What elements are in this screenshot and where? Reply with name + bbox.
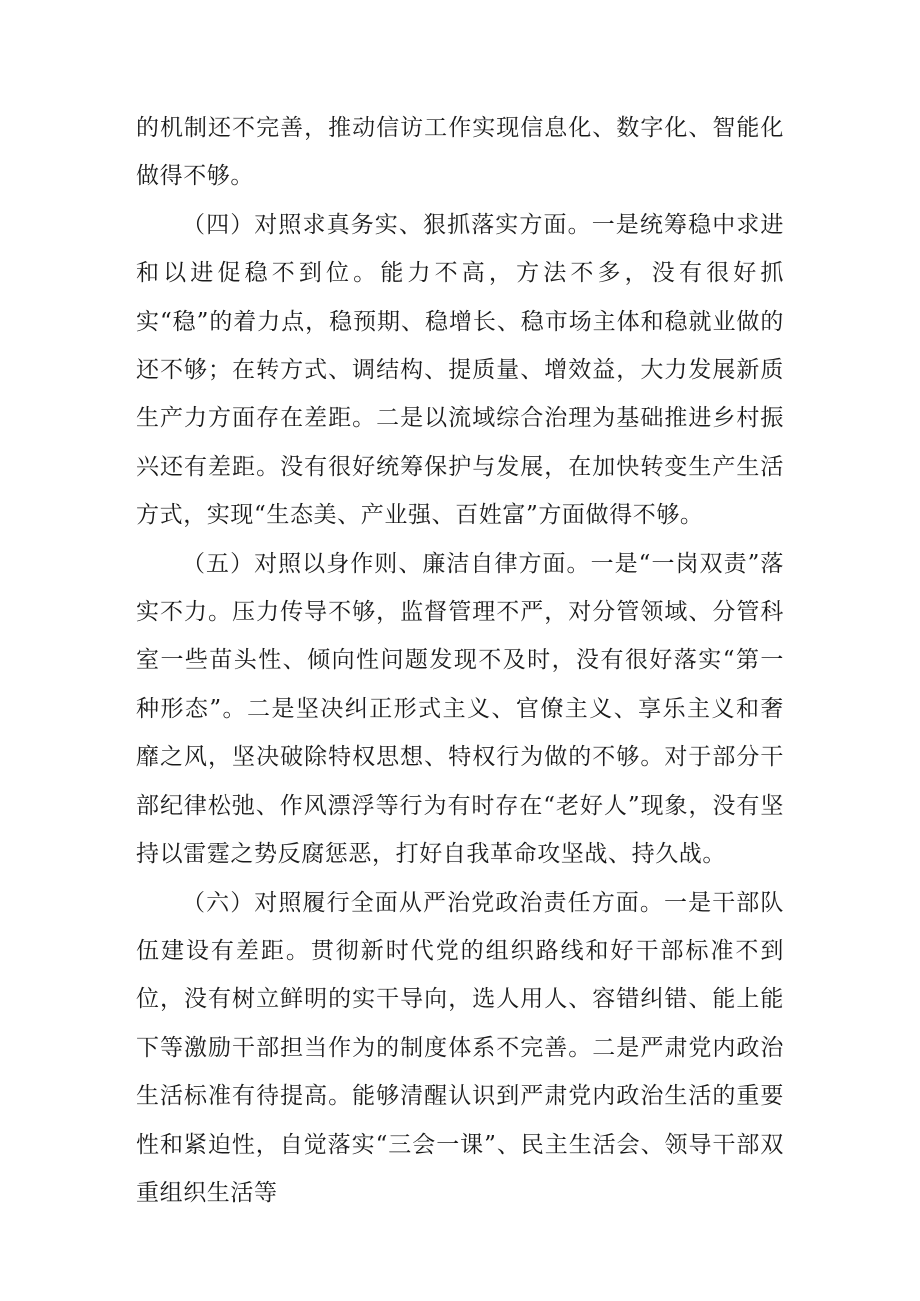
document-body: [136, 104, 784, 1217]
paragraph-continuation: 的机制还不完善，推动信访工作实现信息化、数字化、智能化做得不够。: [136, 115, 784, 190]
paragraph-section-5: （五）对照以身作则、廉洁自律方面。一是“一岗双责”落实不力。压力传导不够，监督管理不严，对分管领域、分管科室一些苗头性、倾向性问题发现不及时，没有很好落实“第一种形态”。二是坚决纠正形式主义、官僚主义、享乐主义和奢靡之风，坚决破除特权思想、特权行为做的不够。对于部分干部纪律松弛、作风漂浮等行为有时存在“老好人”现象，没有坚持以雷霆之势反腐惩恶，打好自我革命攻坚战、持久战。: [136, 550, 784, 868]
paragraph-section-4: （四）对照求真务实、狠抓落实方面。一是统筹稳中求进和以进促稳不到位。能力不高，方法不多，没有很好抓实“稳”的着力点，稳预期、稳增长、稳市场主体和稳就业做的还不够；在转方式、调结构、提质量、增效益，大力发展新质生产力方面存在差距。二是以流域综合治理为基础推进乡村振兴还有差距。没有很好统筹保护与发展，在加快转变生产生活方式，实现“生态美、产业强、百姓富”方面做得不够。: [136, 211, 784, 529]
paragraph-section-6: （六）对照履行全面从严治党政治责任方面。一是干部队伍建设有差距。贯彻新时代党的组织路线和好干部标准不到位，没有树立鲜明的实干导向，选人用人、容错纠错、能上能下等激励干部担当作为的制度体系不完善。二是严肃党内政治生活标准有待提高。能够清醒认识到严肃党内政治生活的重要性和紧迫性，自觉落实“三会一课”、民主生活会、领导干部双重组织生活等: [136, 889, 784, 1206]
